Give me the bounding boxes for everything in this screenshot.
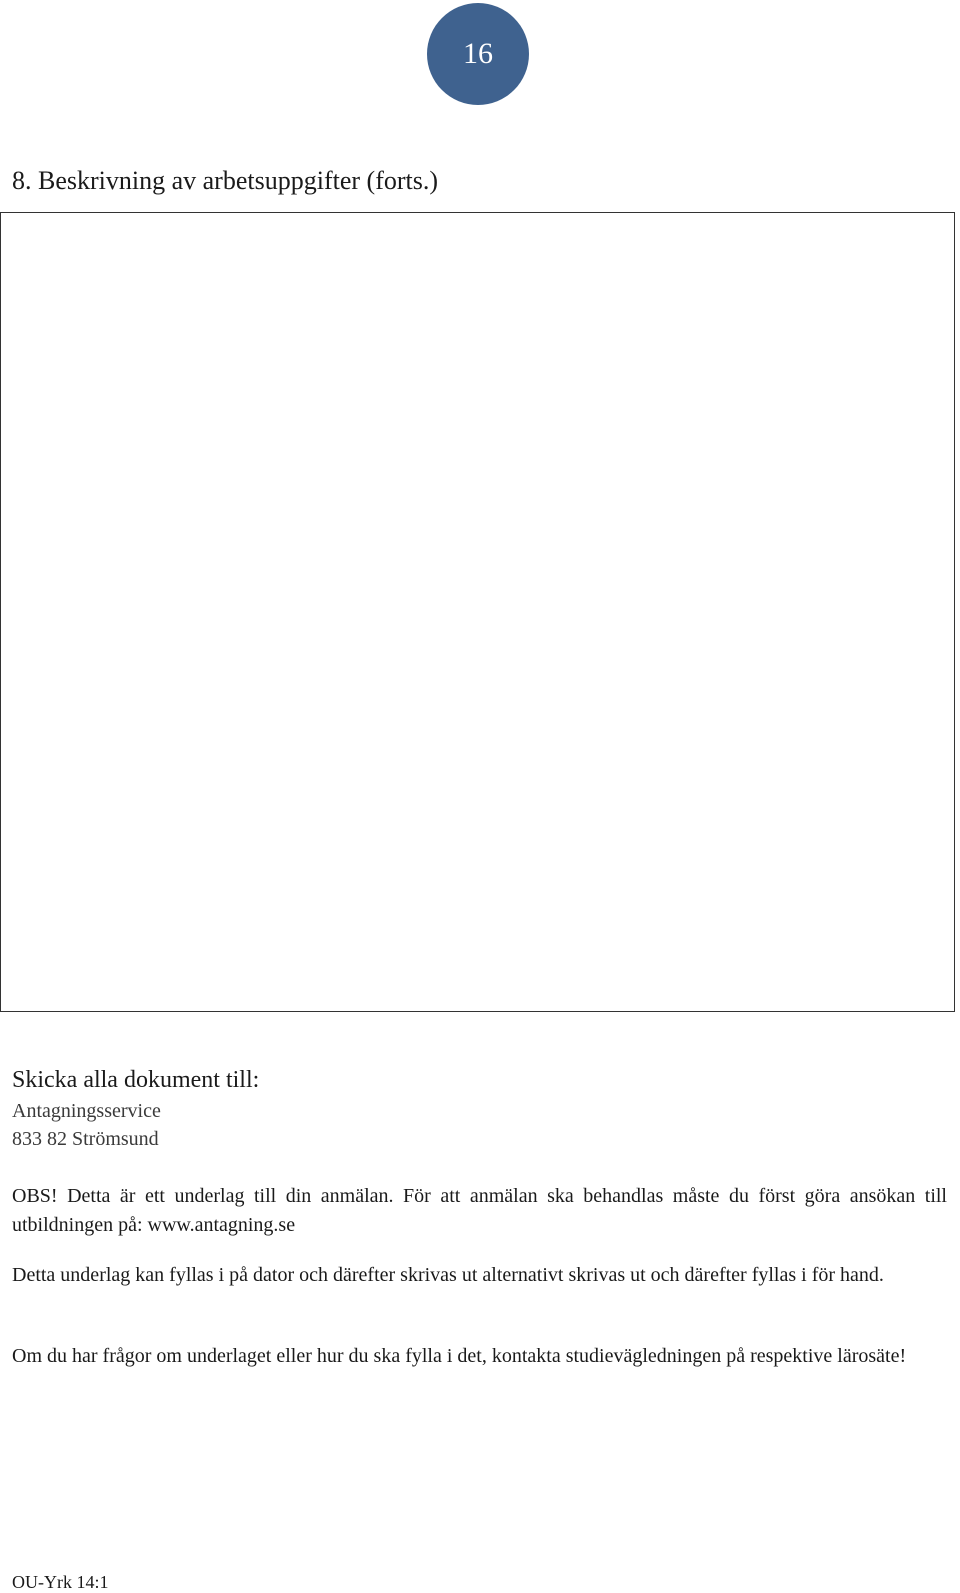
obs-note: OBS! Detta är ett underlag till din anmälan. För att anmälan ska behandlas måste du först göra ansökan till utbildningen på: www.antagning.se	[12, 1185, 947, 1236]
form-code: OU-Yrk 14:1	[12, 1572, 109, 1592]
fill-info-note: Detta underlag kan fyllas i på dator och därefter skrivas ut alternativt skrivas ut och därefter fyllas i för hand.	[12, 1264, 884, 1286]
address-recipient: Antagningsservice	[12, 1100, 161, 1122]
questions-note: Om du har frågor om underlaget eller hur du ska fylla i det, kontakta studievägledningen på respektive lärosäte!	[12, 1345, 907, 1367]
page-number: 16	[463, 37, 493, 70]
section-heading: 8. Beskrivning av arbetsuppgifter (forts.)	[12, 166, 439, 195]
work-description-textarea[interactable]	[0, 212, 955, 1012]
address-postal: 833 82 Strömsund	[12, 1128, 159, 1150]
page-number-badge	[427, 3, 529, 105]
send-documents-heading: Skicka alla dokument till:	[12, 1067, 260, 1093]
